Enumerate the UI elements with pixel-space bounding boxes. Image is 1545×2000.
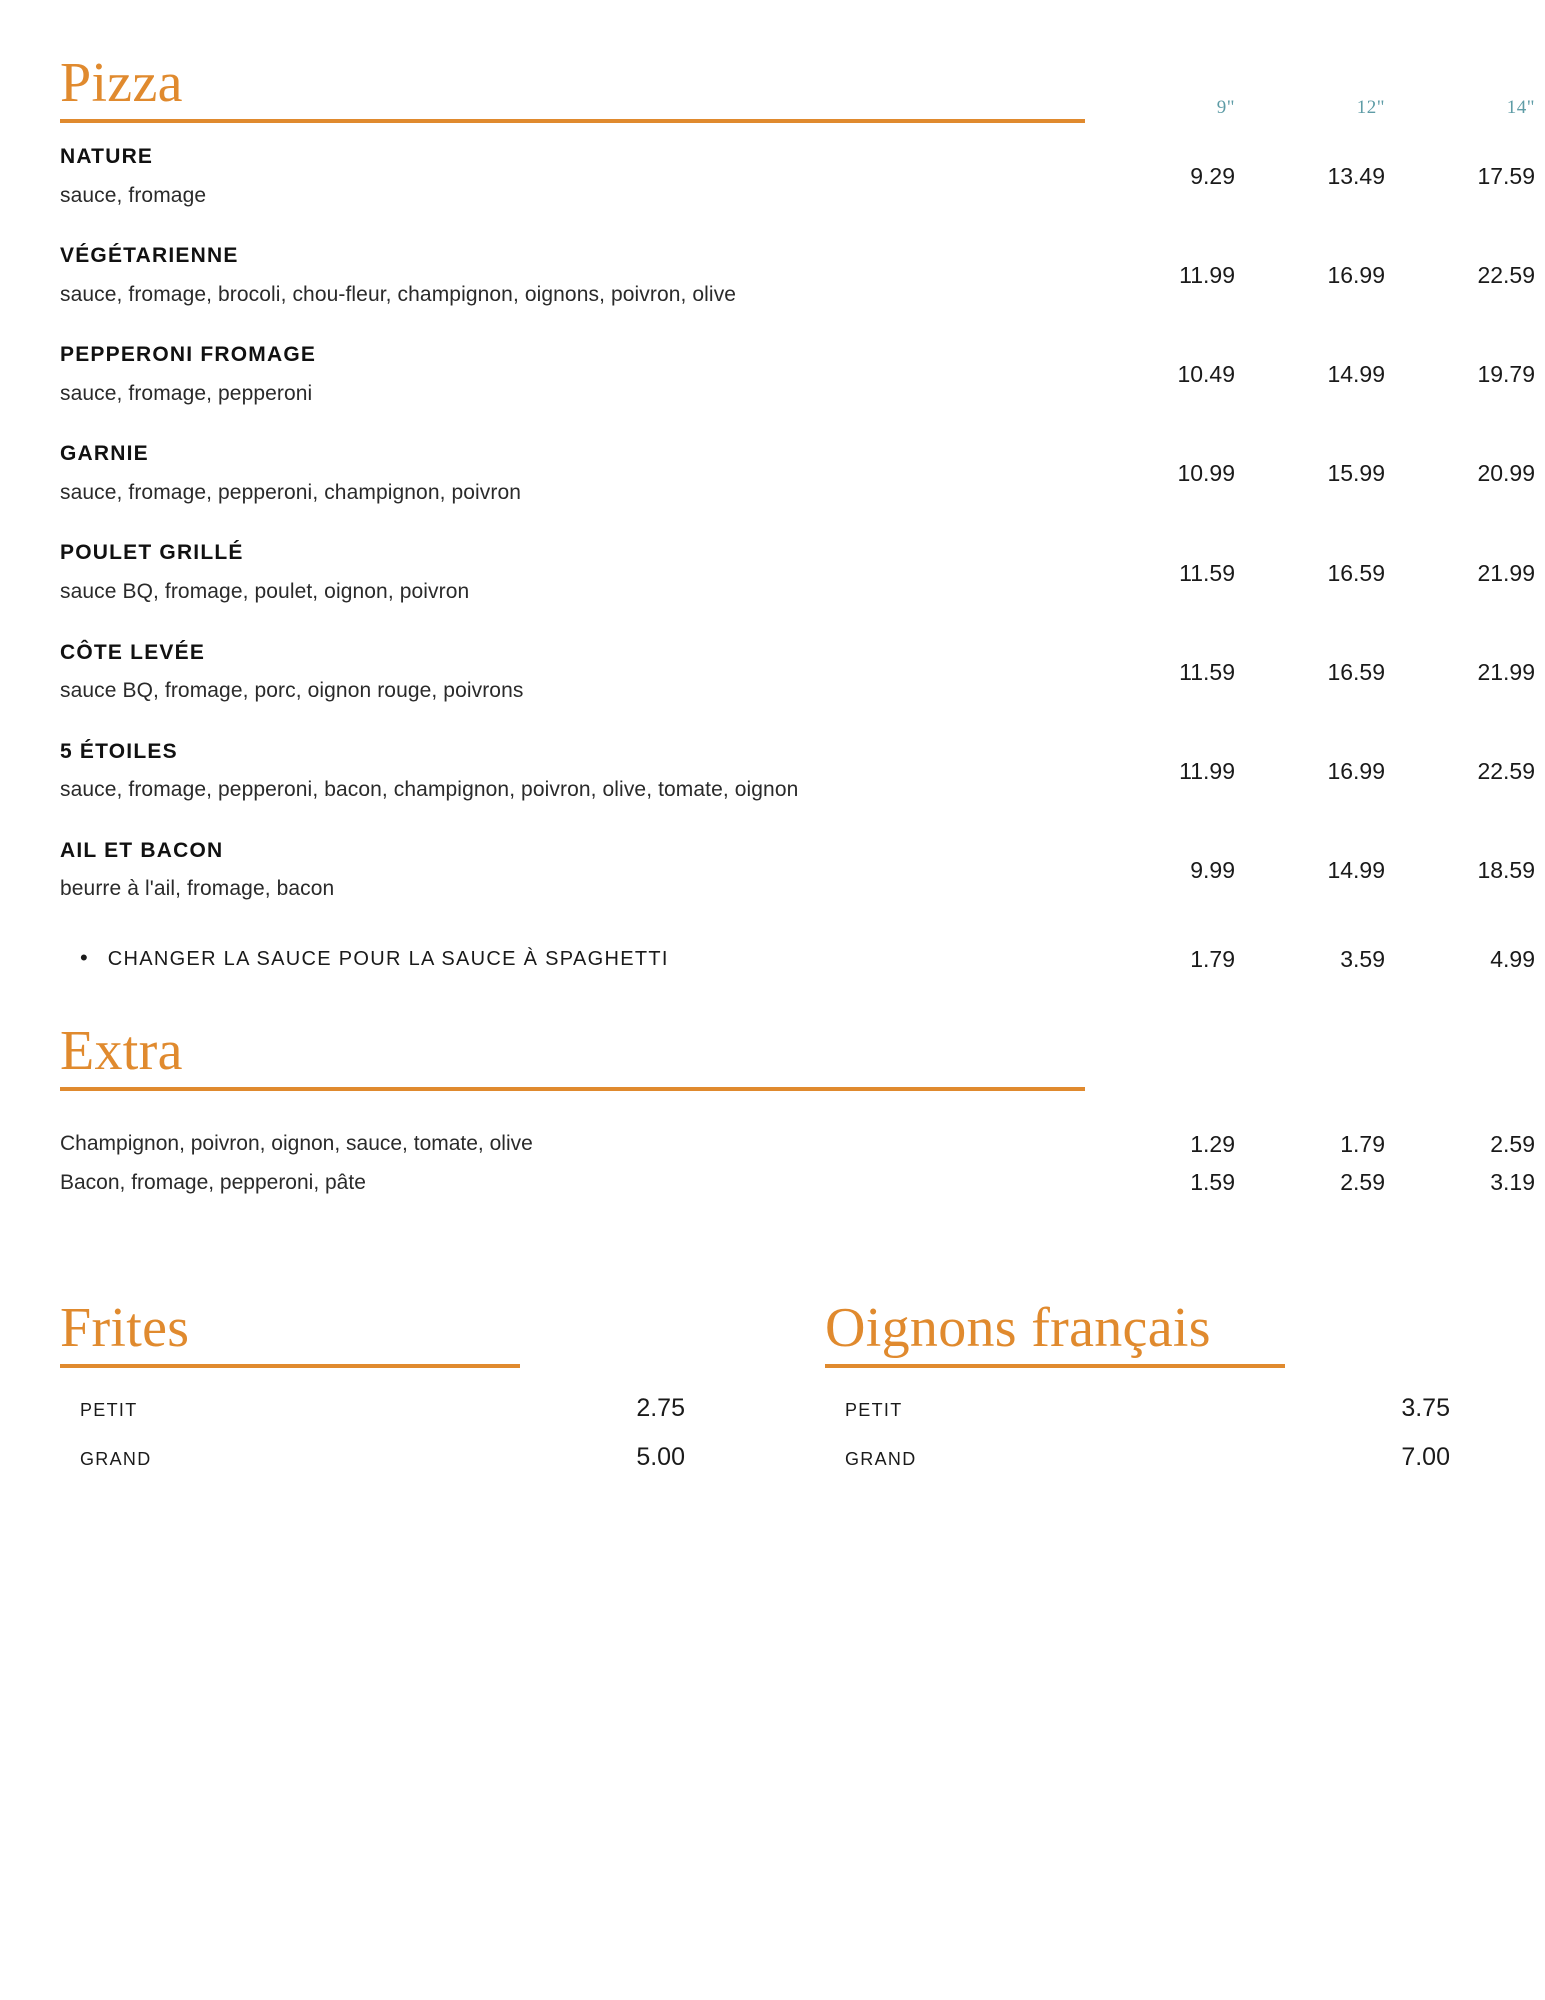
menu-item-poulet-grille: [60, 537, 1535, 608]
item-description: sauce BQ, fromage, poulet, oignon, poivron: [60, 579, 470, 603]
frites-row-grand: [60, 1443, 685, 1472]
extra-price-group: [1085, 1169, 1535, 1196]
pizza-section-title: Pizza: [60, 52, 183, 114]
extra-rows: [60, 1127, 1535, 1200]
size-label: PETIT: [845, 1400, 903, 1421]
menu-item-ail-et-bacon: [60, 835, 1535, 906]
price-14: 3.19: [1490, 1169, 1535, 1196]
oignons-rows: [825, 1394, 1450, 1472]
size-label: PETIT: [80, 1400, 138, 1421]
size-header-14: 14": [1506, 97, 1535, 119]
menu-item-text: [60, 240, 1085, 311]
item-name: GARNIE: [60, 442, 149, 466]
price-12: 14.99: [1327, 361, 1385, 388]
menu-item-vegetarienne: [60, 240, 1535, 311]
oignons-section-title: Oignons français: [825, 1297, 1211, 1360]
extra-section: [60, 1019, 1535, 1200]
price: 2.75: [636, 1394, 685, 1423]
item-name: PEPPERONI FROMAGE: [60, 343, 317, 367]
item-name: 5 ÉTOILES: [60, 739, 178, 763]
price-12: 2.59: [1340, 1169, 1385, 1196]
menu-item-text: [60, 438, 1085, 509]
item-description: sauce BQ, fromage, porc, oignon rouge, poivrons: [60, 679, 524, 703]
pizza-title-block: [60, 52, 1085, 123]
menu-item-text: [60, 736, 1085, 807]
option-price-group: [1085, 946, 1535, 973]
extra-title-block: [60, 1019, 1085, 1091]
price: 7.00: [1401, 1443, 1450, 1472]
size-header-9: 9": [1216, 97, 1235, 119]
price-12: 1.79: [1340, 1130, 1385, 1157]
item-name: POULET GRILLÉ: [60, 541, 244, 565]
price-14: 22.59: [1477, 262, 1535, 289]
menu-item-pepperoni-fromage: [60, 339, 1535, 410]
price-9: 11.99: [1179, 262, 1235, 289]
item-name: VÉGÉTARIENNE: [60, 244, 239, 268]
item-price-group: [1085, 361, 1535, 388]
oignons-section-divider: [825, 1364, 1285, 1368]
menu-item-text: [60, 637, 1085, 708]
item-description: sauce, fromage, pepperoni: [60, 381, 313, 405]
frites-section-divider: [60, 1364, 520, 1368]
menu-item-garnie: [60, 438, 1535, 509]
size-label: GRAND: [80, 1449, 152, 1470]
size-header-12: 12": [1356, 97, 1385, 119]
oignons-row-grand: [825, 1443, 1450, 1472]
price-12: 16.99: [1327, 262, 1385, 289]
item-price-group: [1085, 560, 1535, 587]
price-9: 1.29: [1190, 1130, 1235, 1157]
extra-section-divider: [60, 1087, 1085, 1091]
item-name: CÔTE LEVÉE: [60, 640, 206, 664]
extra-row-meats: [60, 1166, 1535, 1201]
price-14: 4.99: [1490, 945, 1535, 972]
extra-section-title: Extra: [60, 1019, 183, 1082]
price-12: 16.59: [1327, 658, 1385, 685]
item-price-group: [1085, 659, 1535, 686]
price-9: 1.59: [1190, 1169, 1235, 1196]
price-12: 14.99: [1327, 856, 1385, 883]
menu-option-sauce-change: [60, 945, 1535, 973]
item-description: sauce, fromage: [60, 183, 207, 207]
menu-item-text: [60, 835, 1085, 906]
price-9: 1.79: [1190, 945, 1235, 972]
price-14: 18.59: [1477, 856, 1535, 883]
price-12: 16.59: [1327, 559, 1385, 586]
size-label: GRAND: [845, 1449, 917, 1470]
oignons-row-petit: [825, 1394, 1450, 1423]
item-price-group: [1085, 163, 1535, 190]
oignons-francais-section: [825, 1297, 1450, 1472]
price-9: 11.99: [1179, 757, 1235, 784]
price-9: 9.99: [1190, 856, 1235, 883]
item-price-group: [1085, 460, 1535, 487]
pizza-size-header-row: [1085, 97, 1535, 123]
frites-section: [60, 1297, 685, 1472]
option-text-group: [60, 947, 1085, 971]
item-price-group: [1085, 857, 1535, 884]
price-14: 21.99: [1477, 658, 1535, 685]
pizza-section-header: [60, 52, 1535, 123]
frites-row-petit: [60, 1394, 685, 1423]
price-9: 10.49: [1177, 361, 1235, 388]
price: 3.75: [1401, 1394, 1450, 1423]
frites-section-title: Frites: [60, 1297, 190, 1360]
menu-item-5-etoiles: [60, 736, 1535, 807]
price-14: 19.79: [1477, 361, 1535, 388]
extra-row-vegetables: [60, 1127, 1535, 1162]
price-14: 2.59: [1490, 1130, 1535, 1157]
price-12: 15.99: [1327, 460, 1385, 487]
item-name: AIL ET BACON: [60, 838, 224, 862]
extra-price-group: [1085, 1131, 1535, 1158]
bottom-sections: [60, 1297, 1485, 1472]
menu-item-nature: [60, 141, 1535, 212]
menu-item-text: [60, 339, 1085, 410]
price-14: 22.59: [1477, 757, 1535, 784]
extra-label: Champignon, poivron, oignon, sauce, tomate, olive: [60, 1131, 533, 1155]
option-label: CHANGER LA SAUCE POUR LA SAUCE À SPAGHETTI: [107, 948, 669, 971]
price-12: 13.49: [1327, 163, 1385, 190]
bullet-icon: •: [80, 945, 88, 971]
pizza-section-divider: [60, 119, 1085, 123]
extra-label: Bacon, fromage, pepperoni, pâte: [60, 1170, 366, 1194]
item-price-group: [1085, 262, 1535, 289]
price-12: 16.99: [1327, 757, 1385, 784]
item-name: NATURE: [60, 145, 154, 169]
price: 5.00: [636, 1443, 685, 1472]
price-12: 3.59: [1340, 945, 1385, 972]
price-14: 17.59: [1477, 163, 1535, 190]
menu-item-text: [60, 537, 1085, 608]
menu-item-cote-levee: [60, 637, 1535, 708]
item-description: sauce, fromage, pepperoni, bacon, champignon, poivron, olive, tomate, oignon: [60, 778, 799, 802]
item-description: beurre à l'ail, fromage, bacon: [60, 877, 335, 901]
item-description: sauce, fromage, pepperoni, champignon, poivron: [60, 480, 522, 504]
price-14: 20.99: [1477, 460, 1535, 487]
item-description: sauce, fromage, brocoli, chou-fleur, champignon, oignons, poivron, olive: [60, 282, 737, 306]
price-14: 21.99: [1477, 559, 1535, 586]
pizza-section: [60, 52, 1535, 973]
frites-rows: [60, 1394, 685, 1472]
price-9: 10.99: [1177, 460, 1235, 487]
menu-item-text: [60, 141, 1085, 212]
item-price-group: [1085, 758, 1535, 785]
price-9: 9.29: [1190, 163, 1235, 190]
price-9: 11.59: [1179, 559, 1235, 586]
price-9: 11.59: [1179, 658, 1235, 685]
